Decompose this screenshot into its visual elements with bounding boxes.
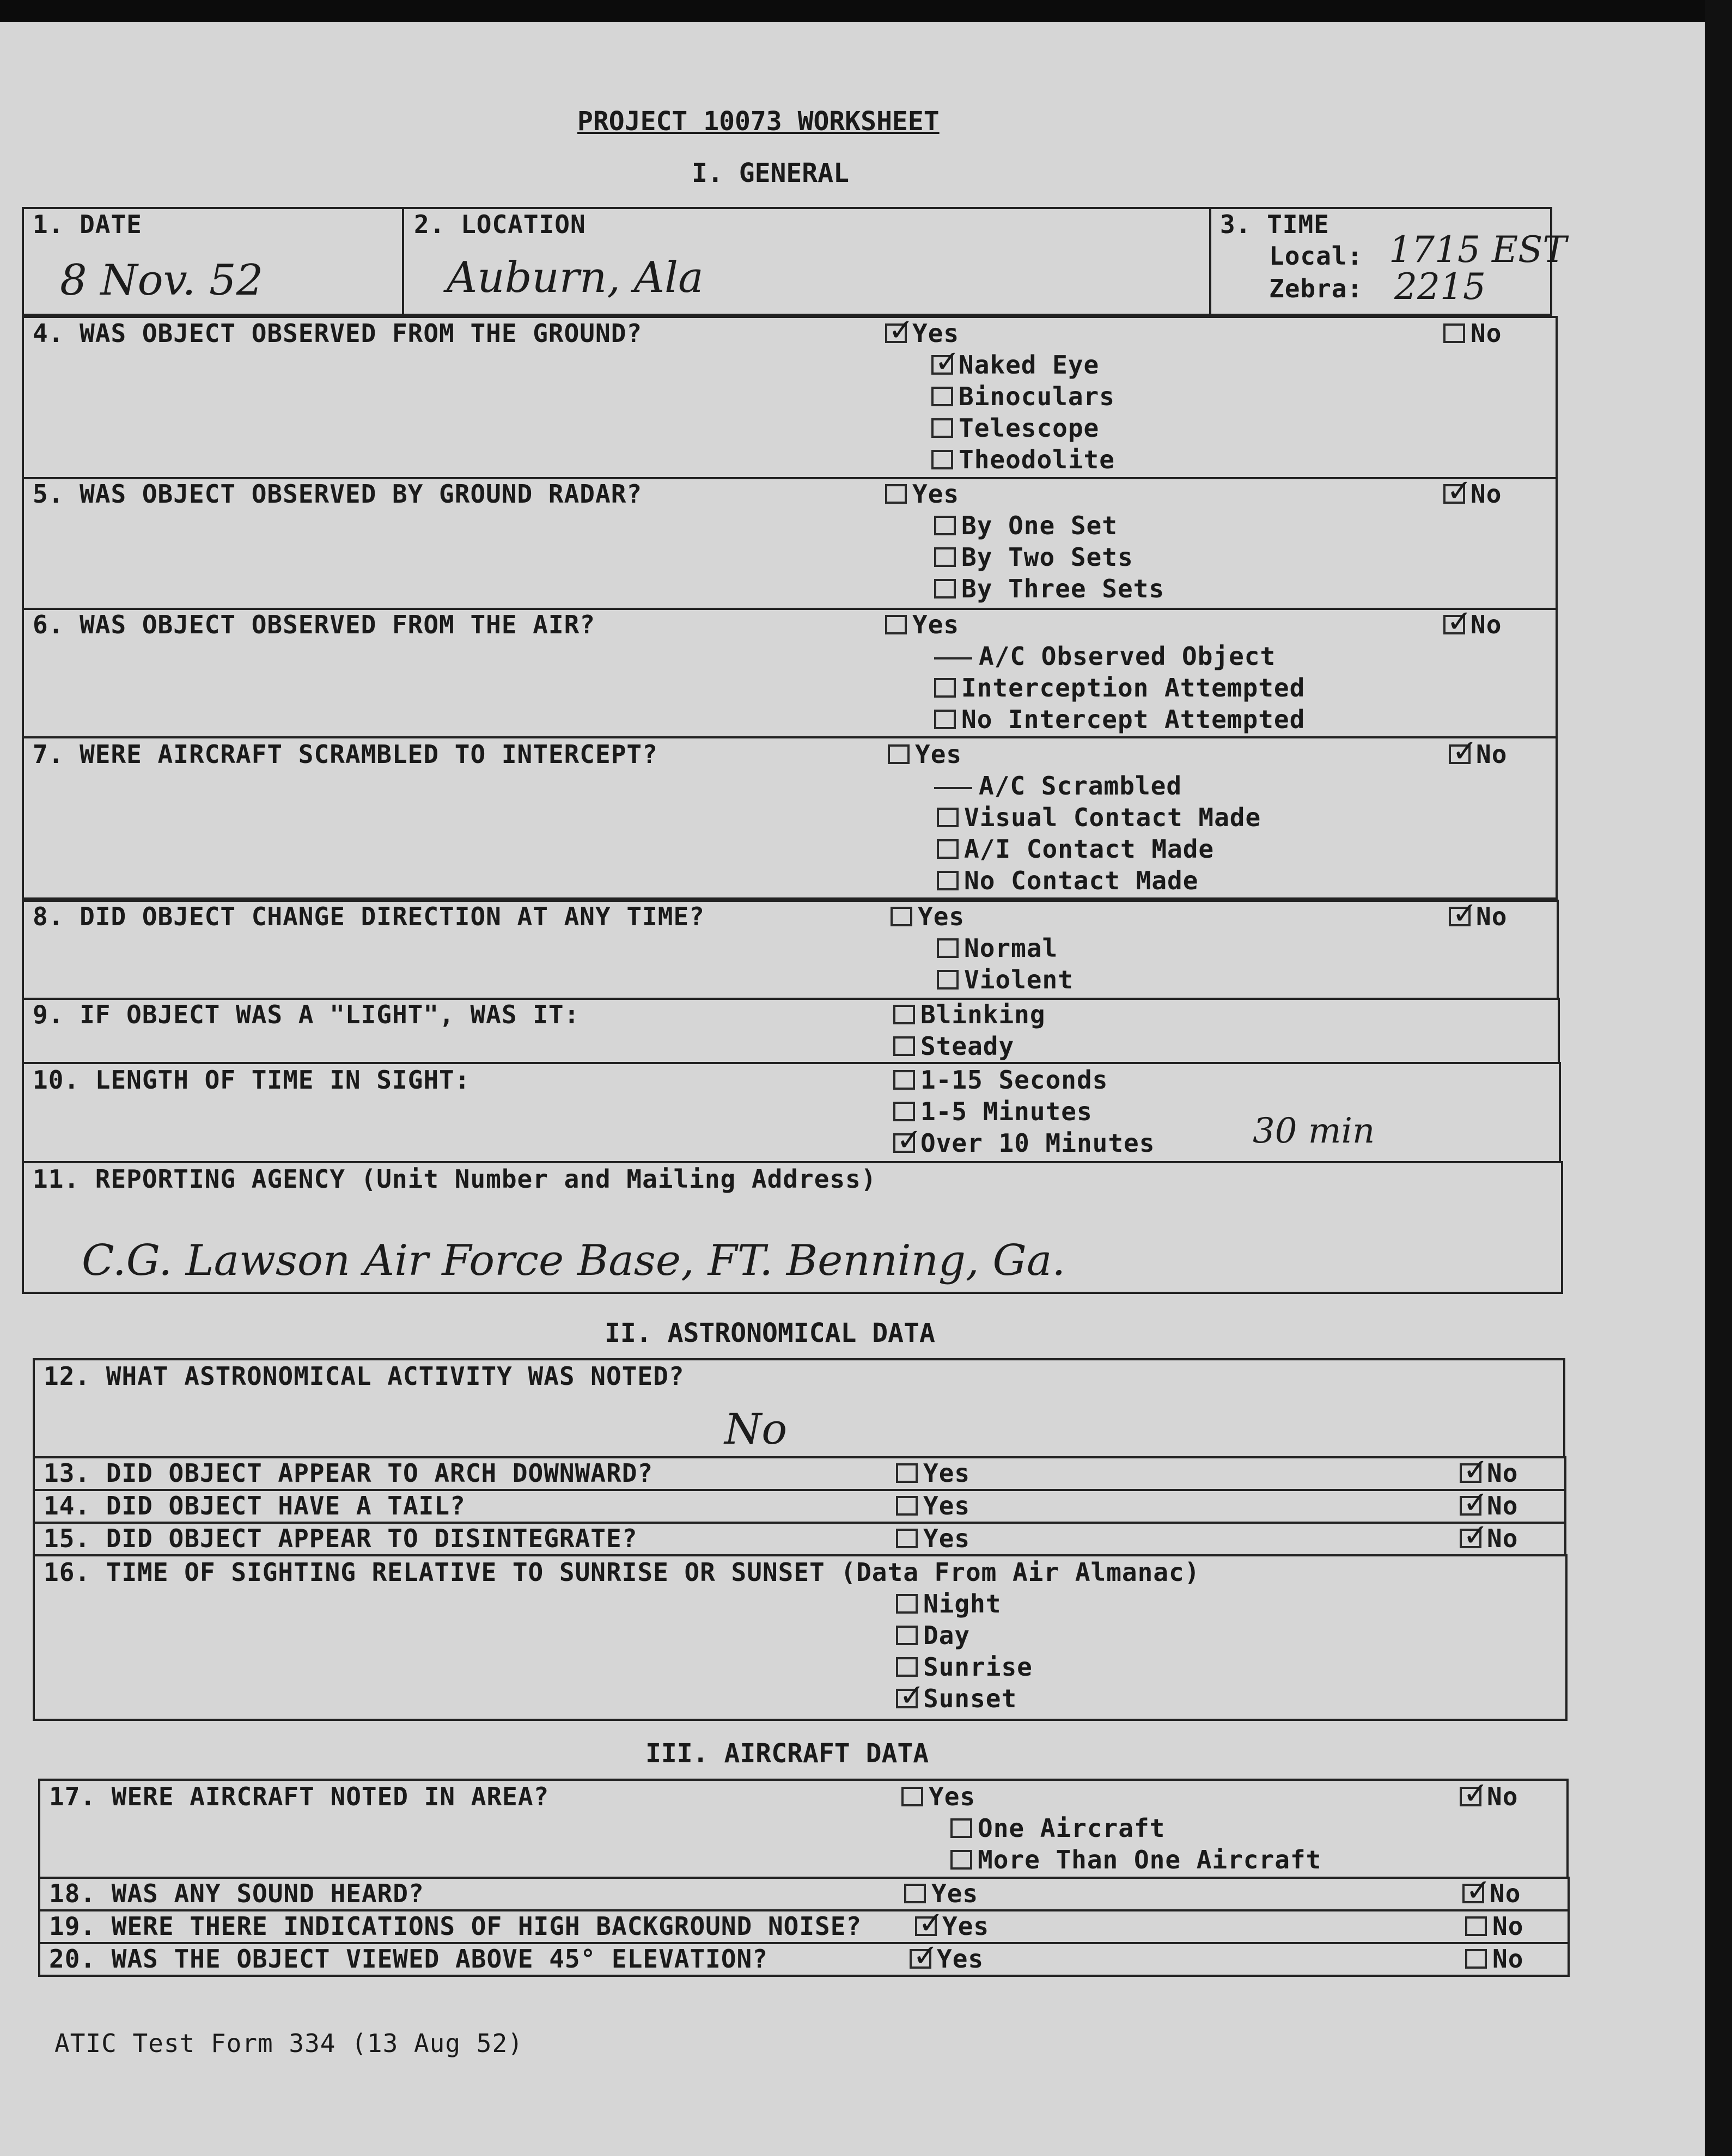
q16-opt-night[interactable]: Night xyxy=(896,1589,1001,1618)
checkbox[interactable] xyxy=(950,1818,972,1838)
q10-opt-over-10[interactable]: ✓Over 10 Minutes xyxy=(893,1128,1155,1158)
q6-label: 6. WAS OBJECT OBSERVED FROM THE AIR? xyxy=(33,610,595,639)
checkbox[interactable] xyxy=(896,1529,918,1548)
q20-yes[interactable]: ✓ Yes xyxy=(910,1944,984,1974)
checkbox[interactable] xyxy=(1460,1787,1481,1806)
q7-label: 7. WERE AIRCRAFT SCRAMBLED TO INTERCEPT? xyxy=(33,740,658,769)
q19-label: 19. WERE THERE INDICATIONS OF HIGH BACKGROUND NOISE? xyxy=(49,1911,862,1941)
checkbox[interactable] xyxy=(937,871,959,890)
checkbox[interactable] xyxy=(1449,744,1471,764)
q5-opt-two-sets[interactable]: By Two Sets xyxy=(934,542,1133,572)
q15-no[interactable]: ✓ No xyxy=(1460,1524,1518,1553)
q14-label: 14. DID OBJECT HAVE A TAIL? xyxy=(44,1491,466,1520)
time-local-value: 1715 EST xyxy=(1389,229,1567,271)
q17-opt-more[interactable]: More Than One Aircraft xyxy=(950,1845,1321,1874)
checkbox[interactable] xyxy=(934,710,956,729)
section-aircraft-heading: III. AIRCRAFT DATA xyxy=(645,1738,929,1769)
q16-label: 16. TIME OF SIGHTING RELATIVE TO SUNRISE OR SUNSET (Data From Air Almanac) xyxy=(44,1558,1200,1587)
q14-no[interactable]: ✓ No xyxy=(1460,1491,1518,1520)
q15-yes[interactable]: Yes xyxy=(896,1524,970,1553)
q6-no[interactable]: ✓ No xyxy=(1443,610,1502,639)
location-value: Auburn, Ala xyxy=(447,253,704,302)
q11-reporting-agency: C.G. Lawson Air Force Base, FT. Benning, Ga. xyxy=(82,1236,1066,1285)
q20-label: 20. WAS THE OBJECT VIEWED ABOVE 45° ELEVATION? xyxy=(49,1944,768,1974)
checkbox[interactable] xyxy=(885,484,907,504)
checkbox[interactable] xyxy=(1443,484,1465,504)
checkbox[interactable] xyxy=(1465,1916,1487,1936)
q7-opt-no-contact[interactable]: No Contact Made xyxy=(937,866,1198,895)
q4-opt-theodolite[interactable]: Theodolite xyxy=(931,445,1115,474)
checkbox[interactable] xyxy=(931,387,953,406)
q12-value: No xyxy=(724,1405,788,1454)
date-value: 8 Nov. 52 xyxy=(60,256,264,305)
q14-yes[interactable]: Yes xyxy=(896,1491,970,1520)
q7-yes[interactable]: Yes xyxy=(888,740,962,769)
q10-opt-minutes[interactable]: 1-5 Minutes xyxy=(893,1097,1093,1126)
q6-opt-ac-observed[interactable]: A/C Observed Object xyxy=(934,642,1276,671)
checkbox[interactable] xyxy=(896,1626,918,1645)
q7-no[interactable]: ✓ No xyxy=(1449,740,1507,769)
checkbox[interactable] xyxy=(934,579,956,598)
checkbox[interactable] xyxy=(1449,907,1471,926)
q5-opt-one-set[interactable]: By One Set xyxy=(934,511,1118,540)
checkbox[interactable] xyxy=(885,323,907,343)
form-footer: ATIC Test Form 334 (13 Aug 52) xyxy=(54,2029,523,2058)
checkbox[interactable] xyxy=(937,938,959,958)
q13-yes[interactable]: Yes xyxy=(896,1458,970,1488)
section-astronomical-heading: II. ASTRONOMICAL DATA xyxy=(605,1318,935,1348)
q9-opt-steady[interactable]: Steady xyxy=(893,1031,1014,1061)
q16-opt-sunset[interactable]: ✓Sunset xyxy=(896,1684,1017,1713)
q19-yes[interactable]: ✓ Yes xyxy=(915,1911,989,1941)
checkbox[interactable] xyxy=(931,355,953,375)
time-zebra-value: 2215 xyxy=(1394,266,1486,308)
checkbox[interactable] xyxy=(934,547,956,567)
q10-duration-note: 30 min xyxy=(1253,1111,1375,1151)
q13-label: 13. DID OBJECT APPEAR TO ARCH DOWNWARD? xyxy=(44,1458,654,1488)
q16-opt-day[interactable]: Day xyxy=(896,1621,970,1650)
q10-label: 10. LENGTH OF TIME IN SIGHT: xyxy=(33,1065,471,1095)
q11-label: 11. REPORTING AGENCY (Unit Number and Mailing Address) xyxy=(33,1164,877,1194)
checkbox[interactable] xyxy=(1460,1529,1481,1548)
q7-opt-ai[interactable]: A/I Contact Made xyxy=(937,834,1214,864)
checkbox[interactable] xyxy=(934,516,956,535)
checkbox[interactable] xyxy=(896,1594,918,1614)
q5-yes[interactable]: Yes xyxy=(885,479,959,509)
checkbox[interactable] xyxy=(931,450,953,469)
checkbox[interactable] xyxy=(915,1916,937,1936)
time-label: 3. TIME xyxy=(1220,210,1330,239)
checkbox[interactable] xyxy=(1462,1884,1484,1903)
checkbox[interactable] xyxy=(891,907,912,926)
q17-opt-one[interactable]: One Aircraft xyxy=(950,1813,1165,1843)
scan-border-top xyxy=(0,0,1732,22)
checkbox[interactable] xyxy=(901,1787,923,1806)
time-zebra-label: Zebra: xyxy=(1269,274,1363,303)
q19-no[interactable]: No xyxy=(1465,1911,1523,1941)
q5-no[interactable]: ✓ No xyxy=(1443,479,1502,509)
q16-opt-sunrise[interactable]: Sunrise xyxy=(896,1652,1033,1682)
checkbox[interactable] xyxy=(1460,1463,1481,1483)
q4-yes[interactable]: ✓ Yes xyxy=(885,319,959,348)
q6-yes[interactable]: Yes xyxy=(885,610,959,639)
q8-opt-normal[interactable]: Normal xyxy=(937,933,1058,963)
time-local-label: Local: xyxy=(1269,241,1363,271)
q17-label: 17. WERE AIRCRAFT NOTED IN AREA? xyxy=(49,1782,550,1811)
checkbox[interactable] xyxy=(885,615,907,634)
checkbox[interactable] xyxy=(950,1850,972,1870)
location-label: 2. LOCATION xyxy=(414,210,586,239)
checkbox[interactable] xyxy=(893,1102,915,1121)
checkbox[interactable] xyxy=(896,1496,918,1516)
q4-label: 4. WAS OBJECT OBSERVED FROM THE GROUND? xyxy=(33,319,643,348)
q7-opt-scrambled[interactable]: A/C Scrambled xyxy=(934,771,1182,801)
q8-yes[interactable]: Yes xyxy=(891,902,965,931)
q4-opt-telescope[interactable]: Telescope xyxy=(931,413,1099,443)
q10-opt-seconds[interactable]: 1-15 Seconds xyxy=(893,1065,1108,1095)
q5-label: 5. WAS OBJECT OBSERVED BY GROUND RADAR? xyxy=(33,479,643,509)
q15-label: 15. DID OBJECT APPEAR TO DISINTEGRATE? xyxy=(44,1524,638,1553)
q8-no[interactable]: ✓ No xyxy=(1449,902,1507,931)
q4-opt-binoculars[interactable]: Binoculars xyxy=(931,382,1115,411)
q17-no[interactable]: ✓ No xyxy=(1460,1782,1518,1811)
checkbox[interactable] xyxy=(937,808,959,827)
checkbox[interactable] xyxy=(937,970,959,990)
q12-label: 12. WHAT ASTRONOMICAL ACTIVITY WAS NOTED? xyxy=(44,1361,685,1391)
checkbox[interactable] xyxy=(910,1949,931,1969)
q20-no[interactable]: No xyxy=(1465,1944,1523,1974)
checkbox[interactable] xyxy=(931,418,953,438)
checkbox[interactable] xyxy=(893,1070,915,1090)
checkbox[interactable] xyxy=(893,1036,915,1056)
checkbox[interactable] xyxy=(1443,615,1465,634)
checkbox[interactable] xyxy=(934,678,956,698)
q6-opt-interception[interactable]: Interception Attempted xyxy=(934,673,1305,703)
blank-line[interactable] xyxy=(934,787,972,789)
q9-opt-blinking[interactable]: Blinking xyxy=(893,1000,1046,1029)
q18-no[interactable]: ✓ No xyxy=(1462,1879,1521,1908)
q8-opt-violent[interactable]: Violent xyxy=(937,965,1074,994)
blank-line[interactable] xyxy=(934,657,972,659)
checkbox[interactable] xyxy=(904,1884,926,1903)
divider xyxy=(1209,207,1211,316)
q9-label: 9. IF OBJECT WAS A "LIGHT", WAS IT: xyxy=(33,1000,580,1029)
scan-border-right xyxy=(1705,0,1732,2156)
checkbox[interactable] xyxy=(1465,1949,1487,1969)
q13-no[interactable]: ✓ No xyxy=(1460,1458,1518,1488)
q7-opt-visual[interactable]: Visual Contact Made xyxy=(937,803,1261,832)
q18-label: 18. WAS ANY SOUND HEARD? xyxy=(49,1879,424,1908)
worksheet-title: PROJECT 10073 WORKSHEET xyxy=(577,106,940,137)
checkbox[interactable] xyxy=(896,1689,918,1708)
checkbox[interactable] xyxy=(893,1133,915,1153)
q4-no[interactable]: No xyxy=(1443,319,1502,348)
checkbox[interactable] xyxy=(896,1657,918,1677)
checkbox[interactable] xyxy=(896,1463,918,1483)
checkbox[interactable] xyxy=(888,744,910,764)
checkbox[interactable] xyxy=(937,839,959,859)
divider xyxy=(402,207,404,316)
checkbox[interactable] xyxy=(1460,1496,1481,1516)
checkbox[interactable] xyxy=(1443,323,1465,343)
q17-yes[interactable]: Yes xyxy=(901,1782,975,1811)
q6-opt-no-intercept[interactable]: No Intercept Attempted xyxy=(934,705,1305,734)
q5-opt-three-sets[interactable]: By Three Sets xyxy=(934,574,1164,603)
section-general-heading: I. GENERAL xyxy=(692,158,849,188)
q18-yes[interactable]: Yes xyxy=(904,1879,978,1908)
q8-label: 8. DID OBJECT CHANGE DIRECTION AT ANY TIME? xyxy=(33,902,705,931)
date-label: 1. DATE xyxy=(33,210,142,239)
q4-opt-naked-eye[interactable]: ✓Naked Eye xyxy=(931,350,1099,380)
checkbox[interactable] xyxy=(893,1005,915,1024)
